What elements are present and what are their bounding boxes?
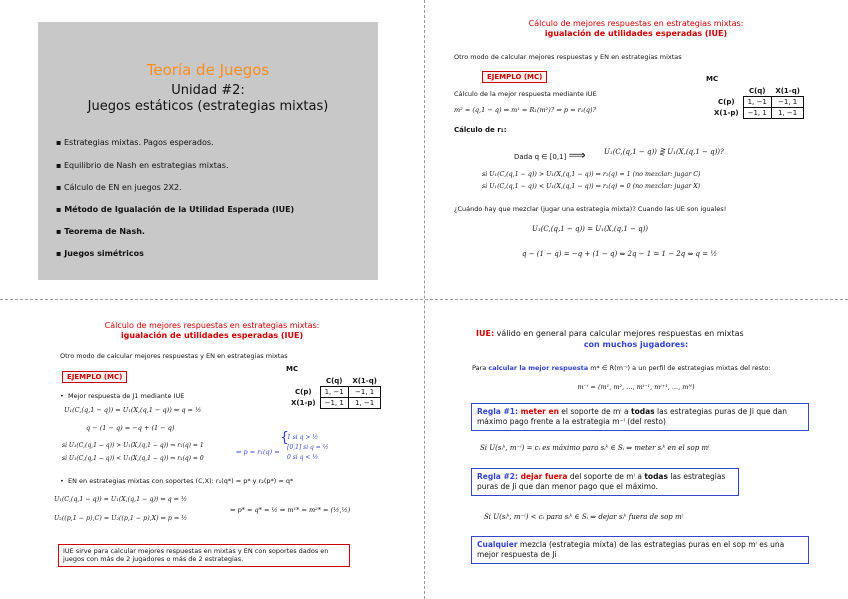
slide2-calc-r1: Cálculo de r₁:	[454, 126, 507, 134]
bullet-5: ▪ Teorema de Nash.	[56, 227, 145, 236]
matrix-cell: 1, −1	[348, 398, 381, 409]
slide-title	[0, 0, 424, 299]
slide3-case1: si U₁(C,(q,1 − q)) > U₁(X,(q,1 − q)) ⇒ r₁(q) = 1	[62, 442, 204, 449]
slide2-case1: si U₁(C,(q,1 − q)) > U₁(X,(q,1 − q)) ⇒ r₁(q) = 1 (no mezclar: jugar C)	[482, 171, 701, 178]
slide2-question: ¿Cuándo hay que mezclar (jugar una estrategia mixta)? Cuando las UE son iguales!	[454, 205, 727, 213]
slide2-case2: si U₁(C,(q,1 − q)) < U₁(X,(q,1 − q)) ⇒ r₁(q) = 0 (no mezclar: jugar X)	[482, 183, 701, 190]
slide4-para: Para calcular la mejor respuesta m* ∈ R(m⁻ⁱ) a un perfil de estrategias mixtas del resto:	[472, 364, 771, 372]
slide3-bullet2: • EN en estrategias mixtas con soportes (C,X): r₁(q*) = p* y r₂(p*) = q*	[60, 477, 294, 485]
slide2-eq-equal: U₁(C,(q,1 − q)) = U₁(X,(q,1 − q))	[532, 225, 649, 233]
slide2-intro: Otro modo de calcular mejores respuestas y EN en estrategias mixtas	[454, 53, 682, 61]
row-header: X(1-p)	[714, 109, 739, 117]
row-header: X(1-p)	[291, 399, 316, 407]
slide3-payoff-matrix	[287, 376, 381, 409]
row-header: C(p)	[718, 98, 735, 106]
slide3-intro: Otro modo de calcular mejores respuestas y EN en estrategias mixtas	[60, 352, 288, 360]
bullet-mark-icon: ▪	[56, 138, 62, 147]
bullet-2: ▪ Equilibrio de Nash en estrategias mixtas.	[56, 161, 229, 170]
slide-iue-intro	[424, 0, 848, 299]
slide4-title-line1: IUE: válido en general para calcular mejores respuestas en mixtas	[476, 329, 744, 338]
slide3-piecewise-lhs: ⇒ p = r₁(q) =	[236, 448, 280, 456]
row-header: C(p)	[295, 388, 312, 396]
slide4-rule1: Regla #1: meter en el soporte de mⁱ a todas las estrategias puras de Ji que dan máximo pago frente a la estrategia m⁻ⁱ (del resto)	[471, 403, 809, 431]
slide3-eq2: q − (1 − q) = −q + (1 − q)	[86, 424, 175, 432]
slide3-example-label: EJEMPLO (MC)	[62, 371, 127, 383]
slide2-calc-line: Cálculo de la mejor respuesta mediante IUE	[454, 90, 597, 98]
slide4-profile: m⁻ⁱ = (m¹, m², ..., mⁱ⁻¹, mⁱ⁺¹, ..., mᴺ)	[577, 383, 695, 391]
course-title: Teoría de Juegos	[146, 61, 270, 79]
bullet-mark-icon: ▪	[56, 161, 62, 170]
brace-icon: {	[280, 430, 289, 446]
slide4-rule2: Regla #2: dejar fuera del soporte de mⁱ a todas las estrategias puras de Ji que dan menor pago que el máximo.	[471, 468, 739, 496]
unit-label: Unidad #2:	[171, 83, 245, 98]
matrix-cell: −1, 1	[320, 398, 348, 409]
slide3-eq1: U₁(C,(q,1 − q)) = U₁(X,(q,1 − q)) ⇔ q = ½	[64, 406, 202, 414]
slide2-title-line2: igualación de utilidades esperadas (IUE)	[544, 29, 728, 38]
col-header: C(q)	[748, 87, 766, 95]
unit-subtitle: Juegos estáticos (estrategias mixtas)	[87, 99, 329, 114]
slide2-matrix-title: MC	[706, 75, 719, 83]
slide2-given: Dada q ∈ [0,1] ⟹	[514, 148, 586, 162]
bullet-3: ▪ Cálculo de EN en juegos 2X2.	[56, 183, 182, 192]
slide3-title-line1: Cálculo de mejores respuestas en estrategias mixtas:	[104, 321, 320, 330]
slide3-eq4: U₂((p,1 − p),C) = U₂((p,1 − p),X) ⇔ p = ½	[54, 515, 188, 522]
title-panel	[38, 22, 378, 280]
piecewise-case: [0,1] si q = ½	[287, 444, 329, 451]
col-header: C(q)	[325, 377, 343, 385]
slide3-eq3: U₁(C,(q,1 − q)) = U₁(X,(q,1 − q)) ⇔ q = ½	[54, 496, 188, 503]
matrix-cell: 1, −1	[320, 387, 348, 398]
slide2-br-equation: m² = (q,1 − q) ⇒ m¹ = R₁(m²)? ⇒ p = r₁(q)?	[454, 106, 597, 114]
bullet-1: ▪ Estrategias mixtas. Pagos esperados.	[56, 138, 214, 147]
piecewise-case: 1 si q > ½	[287, 434, 319, 441]
bullet-4: ▪ Método de Igualación de la Utilidad Esperada (IUE)	[56, 205, 295, 214]
slide3-case2: si U₁(C,(q,1 − q)) < U₁(X,(q,1 − q)) ⇒ r₁(q) = 0	[62, 455, 204, 462]
slide-iue-general	[424, 300, 848, 599]
slide3-eq5: ⇔ p* = q* = ½ ⇒ m¹* = m²* = (½,½)	[230, 506, 351, 514]
col-header: X(1-q)	[352, 377, 377, 385]
slide2-eq-solve: q − (1 − q) = −q + (1 − q) ⇔ 2q − 1 = 1 − 2q ⇔ q = ½	[522, 250, 718, 258]
slide4-title-line2: con muchos jugadores:	[583, 340, 689, 349]
matrix-cell: −1, 1	[348, 387, 381, 398]
slide2-compare: U₁(C,(q,1 − q)) ⋛ U₁(X,(q,1 − q))?	[604, 148, 724, 156]
bullet-mark-icon: ▪	[56, 227, 62, 236]
col-header: X(1-q)	[775, 87, 800, 95]
bullet-mark-icon: ▪	[56, 249, 62, 258]
piecewise-case: 0 si q < ½	[287, 454, 319, 461]
bullet-6: ▪ Juegos simétricos	[56, 249, 144, 258]
slide4-cond2: Si U(sᵢᵏ, m⁻ⁱ) < cᵢ para sᵢᵏ ∈ Sᵢ ⇒ dejar sᵢᵏ fuera de sop mⁱ	[484, 513, 684, 521]
bullet-mark-icon: ▪	[56, 183, 62, 192]
matrix-cell: −1, 1	[771, 97, 804, 108]
matrix-cell: 1, −1	[771, 108, 804, 119]
slide3-title-line2: igualación de utilidades esperadas (IUE)	[120, 331, 304, 340]
slide2-payoff-matrix	[710, 86, 804, 119]
slide3-note: IUE sirve para calcular mejores respuestas en mixtas y EN con soportes dados en juegos con más de 2 jugadores o más de 2 estrategias.	[58, 544, 350, 567]
slide3-matrix-title: MC	[286, 365, 299, 373]
slide4-cond1: Si U(sᵢᵏ, m⁻ⁱ) = cᵢ es máximo para sᵢᵏ ∈ Sᵢ ⇒ meter sᵢᵏ en el sop mⁱ	[480, 444, 710, 452]
slide2-example-label: EJEMPLO (MC)	[482, 71, 547, 83]
matrix-cell: −1, 1	[743, 108, 771, 119]
slide4-final: Cualquier mezcla (estrategia mixta) de las estrategias puras en el sop mⁱ es una mejor respuesta de Ji	[471, 536, 809, 564]
implies-arrow-icon: ⟹	[568, 148, 586, 162]
slide-iue-example	[0, 300, 424, 599]
slide3-bullet1: • Mejor respuesta de J1 mediante IUE	[60, 392, 185, 400]
bullet-mark-icon: ▪	[56, 205, 62, 214]
slide2-title-line1: Cálculo de mejores respuestas en estrategias mixtas:	[528, 19, 744, 28]
matrix-cell: 1, −1	[743, 97, 771, 108]
